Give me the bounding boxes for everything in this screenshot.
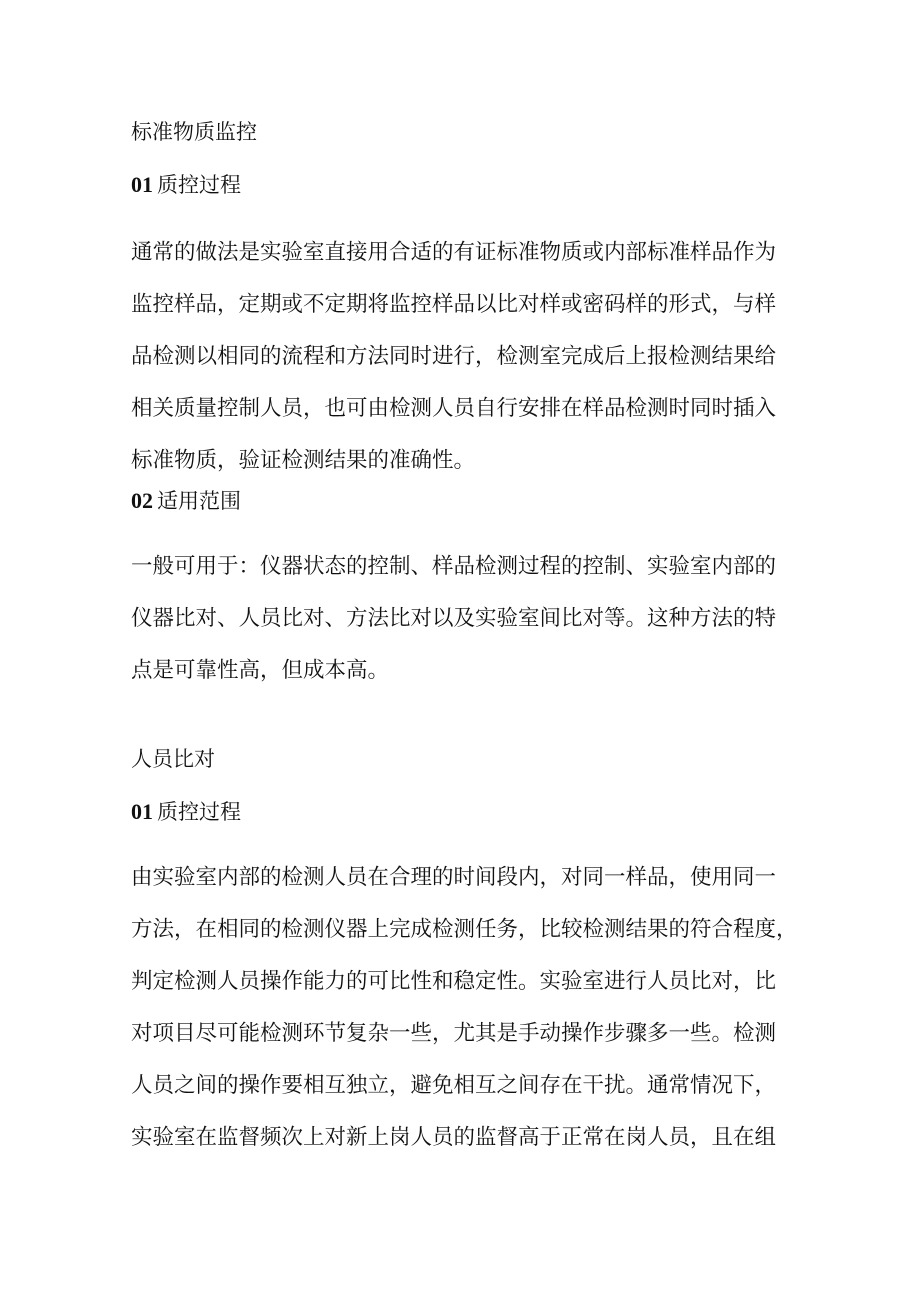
paragraph-line: 标准物质，验证检测结果的准确性。 <box>131 448 476 473</box>
subheading-number: 01 <box>131 172 153 197</box>
paragraph-line: 实验室在监督频次上对新上岗人员的监督高于正常在岗人员，且在组 <box>131 1125 777 1150</box>
paragraph-line: 方法，在相同的检测仪器上完成检测任务，比较检测结果的符合程度， <box>131 917 798 942</box>
paragraph-personnel-comparison <box>131 860 796 1172</box>
paragraph-line: 仪器比对、人员比对、方法比对以及实验室间比对等。这种方法的特 <box>131 606 777 631</box>
subheading-qc-process-2 <box>131 800 241 824</box>
subheading-qc-process <box>131 173 241 197</box>
paragraph-line: 监控样品，定期或不定期将监控样品以比对样或密码样的形式，与样 <box>131 292 777 317</box>
paragraph-line: 一般可用于：仪器状态的控制、样品检测过程的控制、实验室内部的 <box>131 554 777 579</box>
paragraph-scope <box>131 549 796 705</box>
subheading-label: 质控过程 <box>157 173 241 197</box>
paragraph-line: 对项目尽可能检测环节复杂一些，尤其是手动操作步骤多一些。检测 <box>131 1021 777 1046</box>
section-title-reference-material: 标准物质监控 <box>131 120 257 144</box>
paragraph-line: 由实验室内部的检测人员在合理的时间段内，对同一样品，使用同一 <box>131 865 777 890</box>
subheading-label: 质控过程 <box>157 800 241 824</box>
paragraph-line: 人员之间的操作要相互独立，避免相互之间存在干扰。通常情况下， <box>131 1073 777 1098</box>
paragraph-line: 通常的做法是实验室直接用合适的有证标准物质或内部标准样品作为 <box>131 240 777 265</box>
section-title-personnel-comparison: 人员比对 <box>131 747 215 771</box>
paragraph-line: 点是可靠性高，但成本高。 <box>131 658 390 683</box>
subheading-label: 适用范围 <box>157 489 241 513</box>
paragraph-line: 品检测以相同的流程和方法同时进行，检测室完成后上报检测结果给 <box>131 344 777 369</box>
paragraph-qc-process <box>131 235 796 495</box>
subheading-number: 01 <box>131 799 153 824</box>
subheading-number: 02 <box>131 488 153 513</box>
paragraph-line: 判定检测人员操作能力的可比性和稳定性。实验室进行人员比对，比 <box>131 969 777 994</box>
subheading-scope <box>131 489 241 513</box>
paragraph-line: 相关质量控制人员，也可由检测人员自行安排在样品检测时同时插入 <box>131 396 777 421</box>
